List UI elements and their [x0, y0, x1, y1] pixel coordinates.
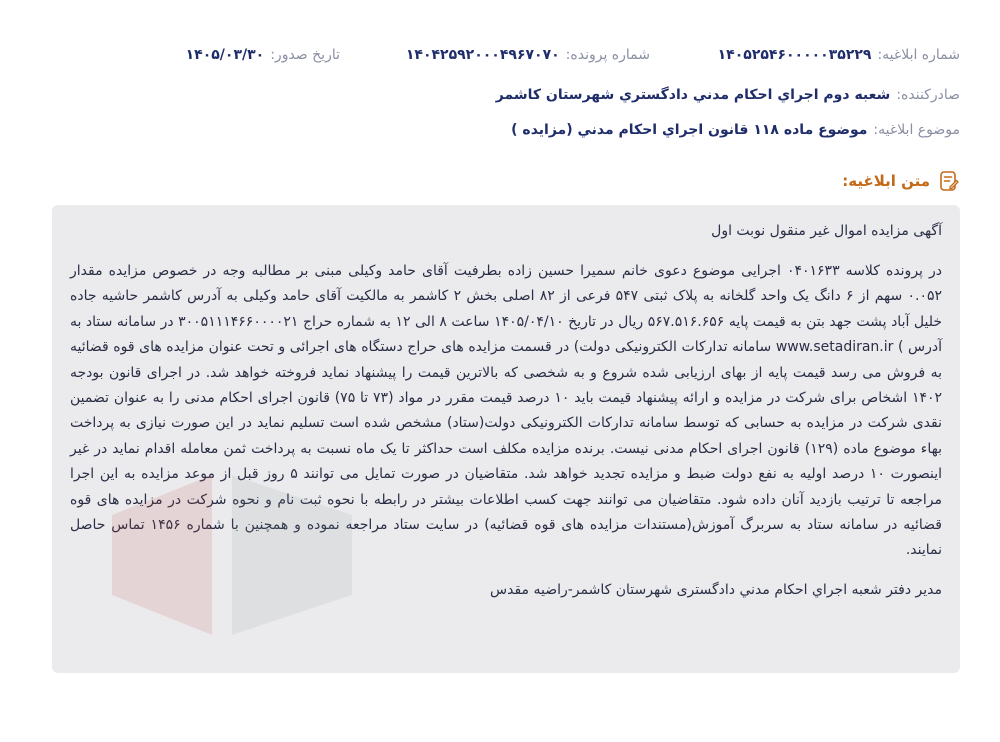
notice-text-title: متن ابلاغیه:: [842, 172, 930, 190]
notice-card: [52, 205, 960, 673]
notice-heading: آگهی مزایده اموال غیر منقول نوبت اول: [711, 223, 942, 239]
subject-label: موضوع ابلاغیه:: [873, 122, 960, 138]
notice-body: در پرونده کلاسه ۰۴۰۱۶۳۳ اجرایی موضوع دعوی خانم سمیرا حسین زاده بطرفیت آقای حامد وکیلی مبنی بر مطالبه وجه در خصوص مزایده مقدار ۰.۰۵۲ سهم از ۶ دانگ یک واحد گلخانه به پلاک ثبتی ۵۴۷ فرعی از ۸۲ اصلی بخش ۲ کاشمر به مالکیت آقای حامد وکیلی به آدرس کاشمر حاشیه جاده خلیل آباد پشت جهد بتن به قیمت پایه ۵۶۷.۵۱۶.۶۵۶ ریال در تاریخ ۱۴۰۵/۰۴/۱۰ ساعت ۸ الی ۱۲ به شماره حراج ۳۰۰۵۱۱۱۴۶۶۰۰۰۰۲۱ در سامانه ستاد به آدرس ) www.setadiran.ir سامانه تدارکات الکترونیکی دولت) در قسمت مزایده های حراج دستگاه های اجرائی و تحت عنوان مزایده های قوه قضائیه به فروش می رسد قیمت پایه از بهای ارزیابی شده شروع و به شخصی که بالاترین قیمت را پیشنهاد نماید فروخته خواهد شد. در اجرای قانون بودجه ۱۴۰۲ اشخاص برای شرکت در مزایده و ارائه پیشنهاد قیمت باید ۱۰ درصد قیمت مقرر در مواد (۷۳ تا ۷۵) قانون اجرای احکام مدنی را به عنوان تضمین نقدی شرکت در مزایده به حسابی که توسط سامانه تدارکات الکترونیکی دولت(ستاد) مشخص شده است تسلیم نماید در این صورت نیازی به پرداخت بهاء موضوع ماده (۱۲۹) قانون اجرای احکام مدنی نیست. برنده مزایده مکلف است حداکثر تا یک ماه نسبت به پرداخت ثمن معامله اقدام نماید در غیر اینصورت ۱۰ درصد اولیه به نفع دولت ضبط و مزایده تجدید خواهد شد. متقاضیان در صورت تمایل می توانند ۵ روز قبل از موعد مزایده به این اجرا مراجعه تا ترتیب بازدید آنان داده شود. متقاضیان می توانند جهت کسب اطلاعات بیشتر در رابطه با نحوه ثبت نام و نحوه شرکت در مزایده های قوه قضائیه در سامانه ستاد به سربرگ آموزش(مستندات مزایده های قوه قضائیه) در سایت ستاد مراجعه نموده و همچنین با شماره ۱۴۵۶ تماس حاصل نمایند.: [70, 263, 943, 559]
subject-value: موضوع ماده ۱۱۸ قانون اجراي احكام مدني (مزايده ): [511, 122, 868, 138]
notice-signature: مدیر دفتر شعبه اجراي احكام مدني دادگستری شهرستان کاشمر-راضیه مقدس: [490, 581, 942, 598]
document-icon: [938, 170, 960, 192]
case-number: [406, 47, 650, 63]
issuer-value: شعبه دوم اجراي احكام مدني دادگستري شهرستان كاشمر: [495, 87, 891, 103]
case-number-value: ۱۴۰۴۲۵۹۲۰۰۰۴۹۶۷۰۷۰: [405, 47, 560, 63]
case-number-label: شماره پرونده:: [565, 47, 650, 63]
issue-date: [186, 47, 340, 63]
issue-date-label: تاریخ صدور:: [270, 47, 340, 63]
notice-number-label: شماره ابلاغیه:: [877, 47, 960, 63]
notice-number-value: ۱۴۰۵۲۵۴۶۰۰۰۰۰۳۵۲۲۹: [717, 47, 872, 63]
issue-date-value: ۱۴۰۵/۰۳/۳۰: [185, 47, 265, 63]
issuer-label: صادرکننده:: [896, 87, 960, 103]
notice-number: [718, 47, 960, 63]
notice-text-header: [842, 170, 960, 192]
issuer: [496, 87, 960, 103]
subject: [511, 122, 960, 138]
